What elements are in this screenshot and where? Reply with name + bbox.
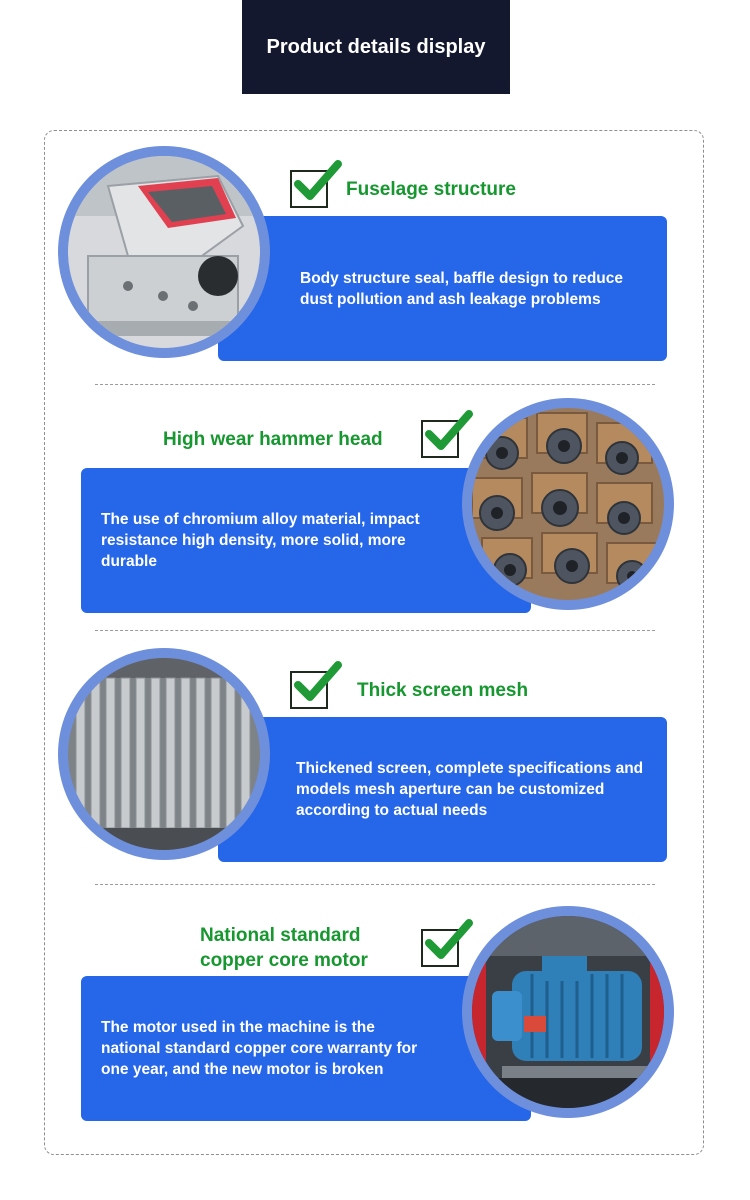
feature-title-line: Fuselage structure (346, 179, 516, 200)
screen-mesh-photo (58, 648, 270, 860)
checkmark-icon (290, 671, 328, 709)
electric-motor-photo (462, 906, 674, 1118)
feature-title (163, 427, 383, 452)
description-text: Thickened screen, complete specifications and models mesh aperture can be customized according to actual needs (296, 760, 644, 819)
page-title: Product details display (266, 35, 486, 58)
description-text: Body structure seal, baffle design to reduce dust pollution and ash leakage problems (300, 269, 623, 308)
feature-title (200, 923, 368, 973)
feature-title (357, 678, 528, 703)
checkmark-icon (421, 420, 459, 458)
hammer-heads-photo (462, 398, 674, 610)
feature-title-line: copper core motor (200, 950, 368, 971)
description-text: The use of chromium alloy material, impact resistance high density, more solid, more durable (101, 511, 420, 570)
section-divider (95, 384, 655, 385)
checkmark-icon (290, 170, 328, 208)
feature-title-line: Thick screen mesh (357, 680, 529, 701)
checkmark-icon (421, 929, 459, 967)
feature-title (346, 177, 516, 202)
feature-title-line: High wear hammer head (163, 429, 383, 450)
description-text: The motor used in the machine is the national standard copper core warranty for one year, and the new motor is broken (101, 1019, 418, 1078)
section-divider (95, 630, 655, 631)
page-header (242, 0, 510, 94)
crusher-body-photo (58, 146, 270, 358)
description-panel (218, 216, 667, 361)
section-divider (95, 884, 655, 885)
feature-title-line: National standard (200, 925, 361, 946)
description-panel (218, 717, 667, 862)
